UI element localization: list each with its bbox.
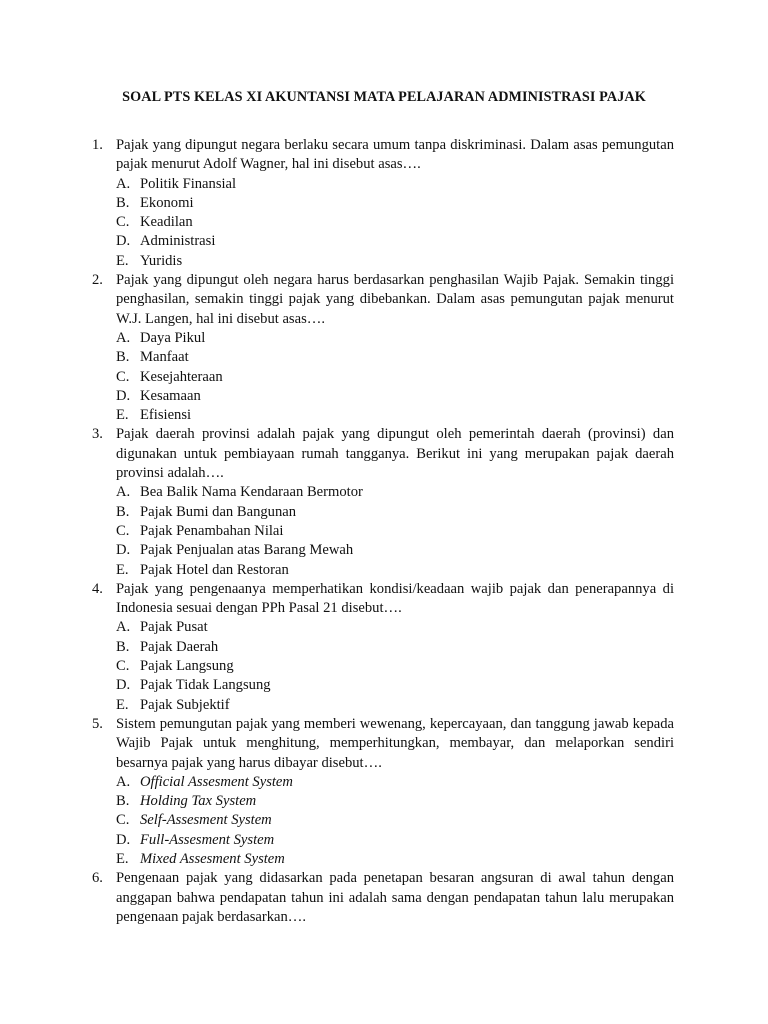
option-text: Bea Balik Nama Kendaraan Bermotor — [140, 484, 363, 501]
option-text: Daya Pikul — [140, 329, 206, 346]
option-b — [116, 792, 674, 811]
question-1 — [92, 136, 674, 271]
option-c — [116, 657, 674, 676]
option-letter: D. — [116, 233, 131, 250]
option-text: Pajak Tidak Langsung — [140, 677, 271, 694]
question-4 — [92, 580, 674, 715]
answer-options — [116, 175, 674, 271]
option-d — [116, 232, 674, 251]
option-letter: E. — [116, 850, 129, 867]
option-text: Pajak Bumi dan Bangunan — [140, 503, 297, 520]
option-letter: B. — [116, 349, 130, 366]
option-text: Pajak Penjualan atas Barang Mewah — [140, 542, 354, 559]
document-title: SOAL PTS KELAS XI AKUNTANSI MATA PELAJARAN ADMINISTRASI PAJAK — [122, 89, 646, 105]
option-letter: D. — [116, 387, 131, 404]
option-letter: B. — [116, 638, 130, 655]
option-text: Pajak Hotel dan Restoran — [140, 561, 289, 578]
option-text: Pajak Subjektif — [140, 696, 230, 713]
option-text: Efisiensi — [140, 407, 192, 424]
option-e — [116, 850, 674, 869]
question-number: 6. — [92, 870, 103, 887]
question-text: Pengenaan pajak yang didasarkan pada penetapan besaran angsuran di awal tahun dengan anggapan bahwa pendapatan tahun ini adalah sama dengan pendapatan tahun lalu merupakan pengenaan pajak berdasarkan…. — [116, 870, 674, 925]
question-2 — [92, 271, 674, 425]
option-letter: A. — [116, 619, 131, 636]
question-text: Pajak yang dipungut negara berlaku secara umum tanpa diskriminasi. Dalam asas pemungutan pajak menurut Adolf Wagner, hal ini disebut asas…. — [116, 137, 674, 173]
option-letter: A. — [116, 329, 131, 346]
option-a — [116, 483, 674, 502]
answer-options — [116, 618, 674, 714]
option-c — [116, 368, 674, 387]
option-text: Full-Assesment System — [140, 831, 275, 848]
option-letter: C. — [116, 214, 130, 231]
option-b — [116, 638, 674, 657]
option-letter: C. — [116, 522, 130, 539]
option-text: Self-Assesment System — [140, 812, 272, 829]
option-text: Holding Tax System — [140, 793, 257, 810]
option-text: Kesejahteraan — [140, 368, 223, 385]
option-c — [116, 522, 674, 541]
option-b — [116, 503, 674, 522]
option-a — [116, 773, 674, 792]
question-text: Pajak yang pengenaanya memperhatikan kondisi/keadaan wajib pajak dan penerapannya di Indonesia sesuai dengan PPh Pasal 21 disebut…. — [116, 580, 674, 617]
option-letter: B. — [116, 194, 130, 211]
option-text: Kesamaan — [140, 387, 201, 404]
option-a — [116, 329, 674, 348]
option-text: Pajak Daerah — [140, 638, 219, 655]
option-text: Administrasi — [140, 233, 216, 250]
option-e — [116, 561, 674, 580]
answer-options — [116, 329, 674, 425]
option-letter: B. — [116, 503, 130, 520]
option-letter: E. — [116, 252, 129, 269]
option-text: Ekonomi — [140, 194, 194, 211]
question-number: 4. — [92, 580, 103, 597]
option-text: Official Assesment System — [140, 773, 293, 790]
option-a — [116, 618, 674, 637]
option-text: Pajak Pusat — [140, 619, 208, 636]
option-text: Yuridis — [140, 252, 183, 269]
option-letter: C. — [116, 658, 130, 675]
question-6 — [92, 869, 674, 927]
option-text: Keadilan — [140, 214, 193, 231]
option-letter: D. — [116, 677, 131, 694]
option-letter: C. — [116, 812, 130, 829]
option-e — [116, 252, 674, 271]
option-text: Pajak Penambahan Nilai — [140, 522, 284, 539]
option-letter: A. — [116, 175, 131, 192]
option-letter: B. — [116, 793, 130, 810]
option-e — [116, 696, 674, 715]
option-d — [116, 831, 674, 850]
option-c — [116, 811, 674, 830]
option-b — [116, 348, 674, 367]
option-text: Mixed Assesment System — [140, 850, 285, 867]
option-text: Manfaat — [140, 349, 189, 366]
option-b — [116, 194, 674, 213]
option-c — [116, 213, 674, 232]
option-letter: D. — [116, 542, 131, 559]
option-text: Politik Finansial — [140, 175, 237, 192]
option-d — [116, 541, 674, 560]
answer-options — [116, 773, 674, 869]
option-letter: C. — [116, 368, 130, 385]
question-text: Pajak daerah provinsi adalah pajak yang dipungut oleh pemerintah daerah (provinsi) dan digunakan untuk pembiayaan rumah tangganya. Berikut ini yang merupakan pajak daerah provinsi adalah…. — [116, 426, 674, 482]
question-3 — [92, 425, 674, 579]
option-letter: E. — [116, 561, 129, 578]
option-letter: E. — [116, 696, 129, 713]
option-d — [116, 387, 674, 406]
option-letter: A. — [116, 484, 131, 501]
question-number: 1. — [92, 137, 103, 153]
option-letter: A. — [116, 773, 131, 790]
question-list — [92, 136, 674, 927]
option-d — [116, 676, 674, 695]
option-e — [116, 406, 674, 425]
option-a — [116, 175, 674, 194]
option-letter: D. — [116, 831, 131, 848]
answer-options — [116, 483, 674, 579]
question-5 — [92, 715, 674, 869]
option-text: Pajak Langsung — [140, 658, 234, 675]
question-number: 3. — [92, 426, 103, 443]
question-text: Sistem pemungutan pajak yang memberi wewenang, kepercayaan, dan tanggung jawab kepada Wajib Pajak untuk menghitung, memperhitungkan, membayar, dan melaporkan sendiri besarnya pajak yang harus dibayar disebut…. — [116, 715, 674, 771]
question-number: 5. — [92, 715, 103, 732]
question-text: Pajak yang dipungut oleh negara harus berdasarkan penghasilan Wajib Pajak. Semakin tinggi penghasilan, semakin tinggi pajak yang dibebankan. Dalam asas pemungutan pajak menurut W.J. Langen, hal ini disebut asas…. — [116, 272, 674, 327]
option-letter: E. — [116, 407, 129, 424]
question-number: 2. — [92, 272, 103, 289]
